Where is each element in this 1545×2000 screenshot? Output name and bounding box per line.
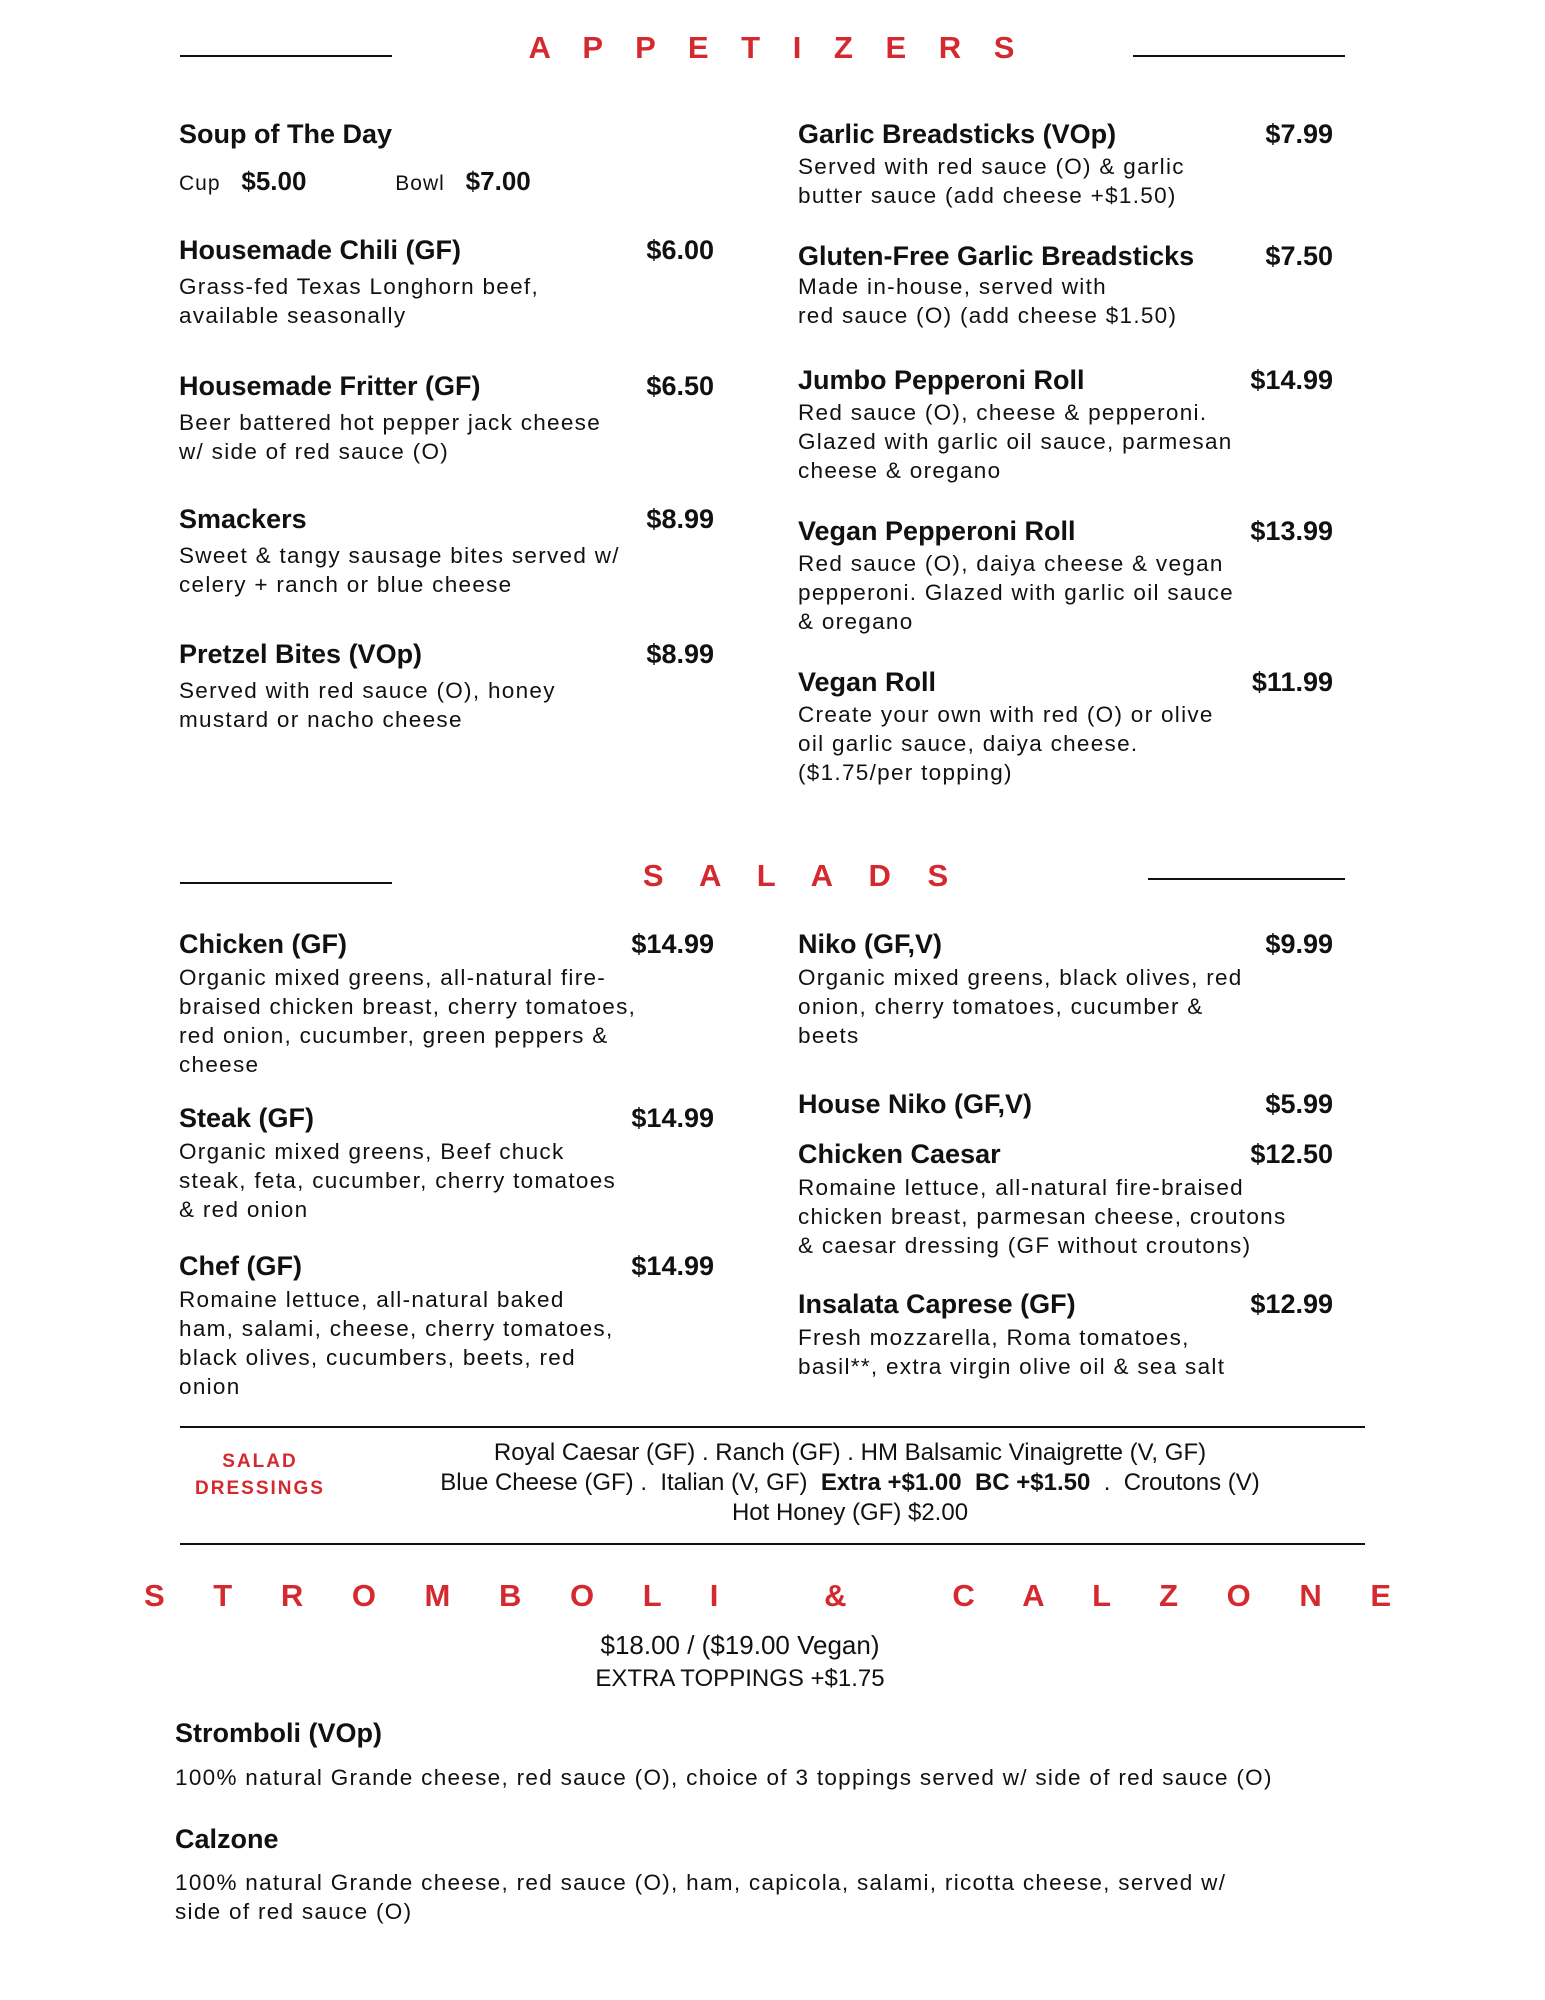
dressings-label-line: DRESSINGS: [195, 1478, 325, 1499]
dressings-extra: Extra +$1.00 BC +$1.50: [820, 1469, 1091, 1496]
section-title-appetizers: A P P E T I Z E R S: [528, 30, 1027, 65]
extra-toppings: EXTRA TOPPINGS +$1.75: [595, 1665, 885, 1692]
item-name: House Niko (GF,V): [798, 1089, 1033, 1119]
bowl-price: $7.00: [465, 166, 531, 196]
item-price: $8.99: [646, 504, 714, 534]
item-price: $14.99: [631, 1103, 714, 1133]
dressings-text: . Croutons (V): [1090, 1469, 1260, 1496]
item-price: $9.99: [1265, 929, 1333, 959]
menu-item: [179, 638, 714, 734]
item-name: Calzone: [175, 1824, 279, 1854]
item-name: Housemade Fritter (GF): [179, 371, 481, 401]
item-price: $12.99: [1250, 1289, 1333, 1319]
item-name: Steak (GF): [179, 1103, 315, 1133]
item-price: $11.99: [1251, 667, 1333, 697]
menu-item: [179, 370, 714, 466]
item-description: Create your own with red (O) or olive oil garlic sauce, daiya cheese. ($1.75/per topping): [798, 702, 1214, 785]
item-price: $12.50: [1250, 1139, 1333, 1169]
item-price: $14.99: [1250, 365, 1333, 395]
menu-item: [798, 666, 1333, 787]
item-name: Chef (GF): [179, 1251, 302, 1281]
item-description: Organic mixed greens, all-natural fire- braised chicken breast, cherry tomatoes, red onion, cucumber, green peppers & cheese: [179, 965, 637, 1077]
item-name: Soup of The Day: [179, 119, 393, 149]
item-description: Sweet & tangy sausage bites served w/ celery + ranch or blue cheese: [179, 543, 620, 597]
item-price: $14.99: [631, 929, 714, 959]
item-price: $5.99: [1265, 1089, 1333, 1119]
item-name: Chicken Caesar: [798, 1139, 1001, 1169]
divider-line: [180, 1543, 1365, 1545]
item-name: Garlic Breadsticks (VOp): [798, 119, 1117, 149]
item-price: $6.00: [646, 235, 714, 265]
item-description: Served with red sauce (O), honey mustard or nacho cheese: [179, 678, 556, 732]
menu-item: [798, 1288, 1333, 1381]
item-description: 100% natural Grande cheese, red sauce (O), choice of 3 toppings served w/ side of red sauce (O): [175, 1765, 1273, 1790]
dressings-line: [340, 1468, 1360, 1498]
menu-item: [179, 1250, 714, 1401]
cup-price: $5.00: [241, 166, 307, 196]
item-description: Organic mixed greens, Beef chuck steak, feta, cucumber, cherry tomatoes & red onion: [179, 1139, 617, 1222]
menu-item: [179, 234, 714, 330]
divider-line: [1148, 878, 1345, 880]
item-name: Vegan Roll: [798, 667, 937, 697]
menu-item: [179, 503, 714, 599]
menu-item: [798, 515, 1333, 636]
cup-label: Cup: [179, 172, 221, 195]
item-name: Vegan Pepperoni Roll: [798, 516, 1076, 546]
menu-item: [798, 928, 1333, 1050]
item-price: $7.99: [1265, 119, 1333, 149]
item-description: Romaine lettuce, all-natural fire-braised chicken breast, parmesan cheese, croutons & caesar dressing (GF without croutons): [798, 1175, 1287, 1258]
section-title-salads: S A L A D S: [642, 858, 963, 893]
item-name: Smackers: [179, 504, 307, 534]
divider-line: [180, 1426, 1365, 1428]
menu-item: [798, 1138, 1333, 1260]
dressings-line: Hot Honey (GF) $2.00: [731, 1499, 969, 1526]
item-name: Gluten-Free Garlic Breadsticks: [798, 241, 1195, 271]
item-name: Chicken (GF): [179, 929, 348, 959]
menu-item: [179, 1102, 714, 1224]
item-price: $6.50: [646, 371, 714, 401]
divider-line: [1133, 55, 1345, 57]
item-name: Niko (GF,V): [798, 929, 943, 959]
item-name: Housemade Chili (GF): [179, 235, 462, 265]
item-description: Red sauce (O), daiya cheese & vegan pepperoni. Glazed with garlic oil sauce & oregano: [798, 551, 1234, 634]
item-description: Served with red sauce (O) & garlic butter sauce (add cheese +$1.50): [798, 154, 1185, 208]
menu-item: [798, 118, 1333, 210]
item-description: Beer battered hot pepper jack cheese w/ side of red sauce (O): [179, 410, 602, 464]
item-name: Insalata Caprese (GF): [798, 1289, 1076, 1319]
item-price: $7.50: [1265, 241, 1333, 271]
item-name: Pretzel Bites (VOp): [179, 639, 423, 669]
soup-prices: [179, 166, 531, 197]
item-description: Red sauce (O), cheese & pepperoni. Glazed with garlic oil sauce, parmesan cheese & oregano: [798, 400, 1233, 483]
item-description: Made in-house, served with red sauce (O) (add cheese $1.50): [798, 274, 1178, 328]
menu-item: [798, 364, 1333, 485]
item-description: 100% natural Grande cheese, red sauce (O), ham, capicola, salami, ricotta cheese, served w/ side of red sauce (O): [175, 1870, 1227, 1924]
stromboli-price: $18.00 / ($19.00 Vegan): [600, 1630, 880, 1660]
menu-item: [798, 240, 1333, 330]
dressings-label: [180, 1448, 340, 1502]
dressings-text: Blue Cheese (GF) . Italian (V, GF): [440, 1469, 821, 1496]
item-name: Stromboli (VOp): [175, 1718, 382, 1748]
dressings-line: Royal Caesar (GF) . Ranch (GF) . HM Balsamic Vinaigrette (V, GF): [493, 1439, 1207, 1466]
dressings-label-line: SALAD: [222, 1451, 298, 1472]
section-title-stromboli: S T R O M B O L I & C A L Z O N E: [143, 1578, 1412, 1613]
item-description: Grass-fed Texas Longhorn beef, available seasonally: [179, 274, 540, 328]
item-name: Jumbo Pepperoni Roll: [798, 365, 1085, 395]
item-price: $13.99: [1250, 516, 1333, 546]
item-price: $14.99: [631, 1251, 714, 1281]
item-price: $8.99: [646, 639, 714, 669]
bowl-label: Bowl: [395, 172, 445, 195]
menu-item: [798, 1088, 1333, 1120]
item-description: Romaine lettuce, all-natural baked ham, salami, cheese, cherry tomatoes, black olives, cucumbers, beets, red onion: [179, 1287, 614, 1399]
menu-item-soup: [179, 118, 699, 150]
menu-item: [179, 928, 714, 1079]
item-description: Organic mixed greens, black olives, red onion, cherry tomatoes, cucumber & beets: [798, 965, 1243, 1048]
item-description: Fresh mozzarella, Roma tomatoes, basil**, extra virgin olive oil & sea salt: [798, 1325, 1226, 1379]
